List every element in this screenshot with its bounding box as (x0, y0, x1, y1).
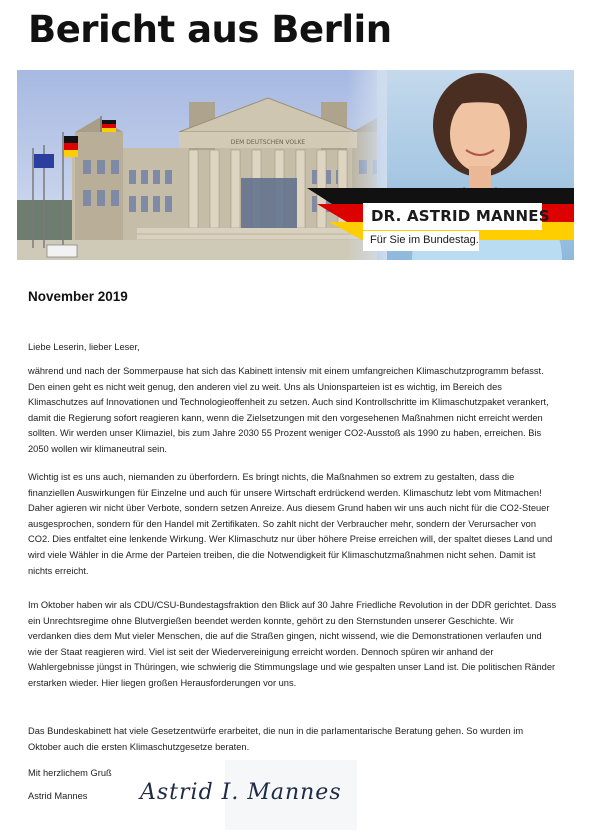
slogan: Für Sie im Bundestag. (370, 234, 479, 246)
paragraph-2: Wichtig ist es uns auch, niemanden zu überfordern. Es bringt nichts, die Maßnahmen so extrem zu gestalten, dass die finanziellen Auswirkungen für Einzelne und auch für unsere Wirtschaft erdrückend werden. Klimaschutz lebt vom Mitmachen! Daher agieren wir nicht über Verbote, sondern setzen Anreize. Aus diesem Grund haben wir uns auch nicht für die CO2-Steuer ausgesprochen, sondern für den Handel mit Zertifikaten. So zahlt nicht der Verbraucher mehr, sondern der Verursacher von CO2. Dies entfaltet eine lenkende Wirkung. Wer Klimaschutz nur über höhere Preise erreichen will, der spaltet dieses Land und wird viele Wähler in die Arme der Parteien treiben, die die Notwendigkeit für Klimaschutzmaßnahmen nicht sehen. Damit ist nichts erreicht. (28, 472, 553, 576)
mp-name: DR. ASTRID MANNES (371, 207, 550, 225)
issue-date: November 2019 (28, 289, 128, 304)
building-inscription: DEM DEUTSCHEN VOLKE (230, 139, 306, 146)
handwritten-signature: Astrid I. Mannes (140, 780, 342, 805)
reichstag-image (17, 70, 574, 260)
paragraph-1: während und nach der Sommerpause hat sich das Kabinett intensiv mit einem umfangreichen Klimaschutzprogramm befasst. Den einen geht es nicht weit genug, den anderen viel zu weit. Uns als Unionsparteien ist es wichtig, im Bereich des Klimaschutzes auf Innovationen und Technologieoffenheit zu setzen. Auch sind Kontrollschritte im Klimaschutzpaket verankert, damit die Regierung sofort reagieren kann, wenn die Zielsetzungen mit den vorgesehenen Maßnahmen nicht erreicht werden sollten. Wir werden unser Klimaziel, bis zum Jahre 2030 55 Prozent weniger CO2-Ausstoß als 1990 zu haben, erreichen. Bis 2050 wollen wir klimaneutral sein. (28, 366, 549, 454)
german-flag-roof-icon (102, 120, 116, 132)
salutation: Liebe Leserin, lieber Leser, (28, 342, 140, 352)
header-banner (17, 70, 574, 260)
author-name: Astrid Mannes (28, 791, 88, 801)
eu-flag (34, 154, 54, 168)
german-flag-icon (64, 136, 78, 157)
newsletter-title: Bericht aus Berlin (28, 8, 392, 51)
paragraph-4: Das Bundeskabinett hat viele Gesetzentwürfe erarbeitet, die nun in die parlamentarische Beratung gehen. So wurden im Oktober auch die ersten Klimaschutzgesetze beraten. (28, 726, 524, 752)
closing: Mit herzlichem Gruß (28, 768, 112, 778)
paragraph-3: Im Oktober haben wir als CDU/CSU-Bundestagsfraktion den Blick auf 30 Jahre Friedliche Revolution in der DDR gerichtet. Dass ein Unrechtsregime ohne Blutvergießen beendet werden konnte, gehört zu den Sternstunden unserer Geschichte. Wir verdanken dies dem Mut vieler Menschen, die auf die Straßen gingen, nicht wissend, wie die Demonstrationen verlaufen und wie der Staat reagieren wird. Viel ist seit der Wiedervereinigung erreicht worden. Dennoch spüren wir anhand der Wahlergebnisse jüngst in Thüringen, wie schwierig die Stimmungslage und wie gespalten unser Land ist. Die politischen Ränder erstarken wieder. Hier liegen großen Herausforderungen vor uns. (28, 600, 557, 688)
